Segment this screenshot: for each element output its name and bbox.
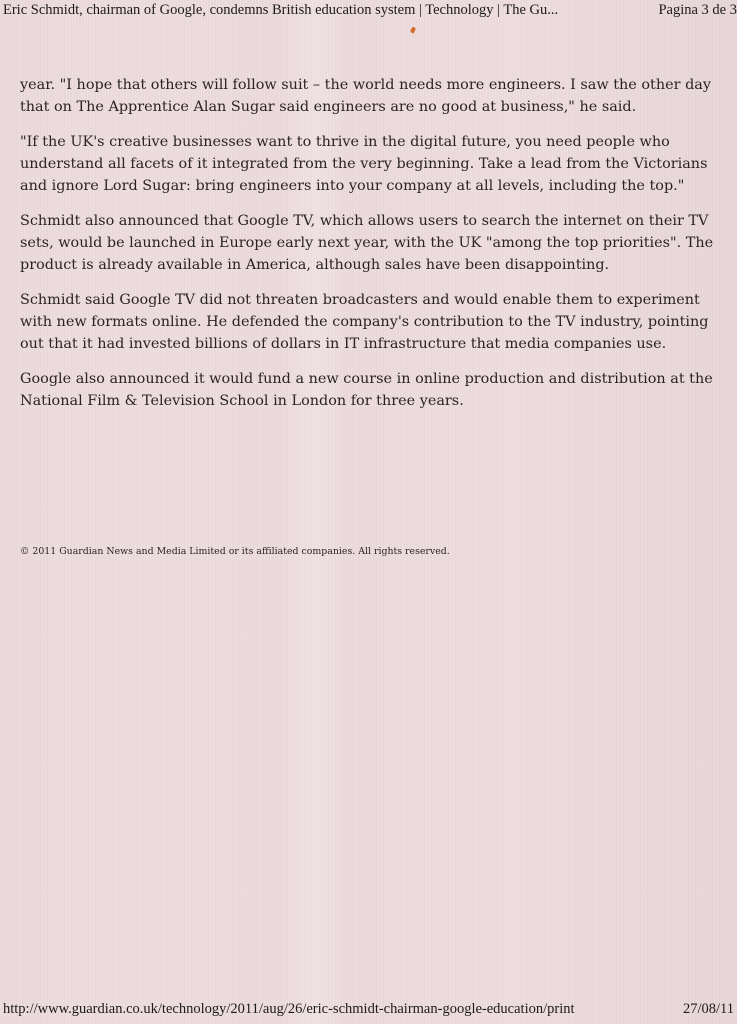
article-paragraph: year. "I hope that others will follow suit – the world needs more engineers. I saw the other day that on The Apprentice Alan Sugar said engineers are no good at business," he said. [20, 77, 711, 115]
copyright-notice: © 2011 Guardian News and Media Limited or its affiliated companies. All rights reserved. [20, 546, 450, 557]
page-number: Pagina 3 de 3 [658, 2, 737, 18]
article-paragraph: Schmidt said Google TV did not threaten broadcasters and would enable them to experiment with new formats online. He defended the company's contribution to the TV industry, pointing out that it had invested billions of dollars in IT infrastructure that media companies use. [20, 292, 709, 352]
page-url: http://www.guardian.co.uk/technology/2011/aug/26/eric-schmidt-chairman-google-education/print [3, 1001, 575, 1017]
print-header [0, 1, 737, 23]
ink-mark [410, 26, 416, 33]
print-date: 27/08/11 [682, 1001, 734, 1017]
document-title: Eric Schmidt, chairman of Google, condemns British education system | Technology | The Gu... [3, 2, 559, 18]
article-paragraph: "If the UK's creative businesses want to thrive in the digital future, you need people who understand all facets of it integrated from the very beginning. Take a lead from the Victorians and ignore Lord Sugar: bring engineers into your company at all levels, including the top." [20, 134, 708, 194]
article-paragraph: Schmidt also announced that Google TV, which allows users to search the internet on their TV sets, would be launched in Europe early next year, with the UK "among the top priorities". The product is already available in America, although sales have been disappointing. [20, 213, 714, 273]
article-paragraph: Google also announced it would fund a new course in online production and distribution at the National Film & Television School in London for three years. [20, 371, 713, 409]
article-body [20, 74, 720, 425]
